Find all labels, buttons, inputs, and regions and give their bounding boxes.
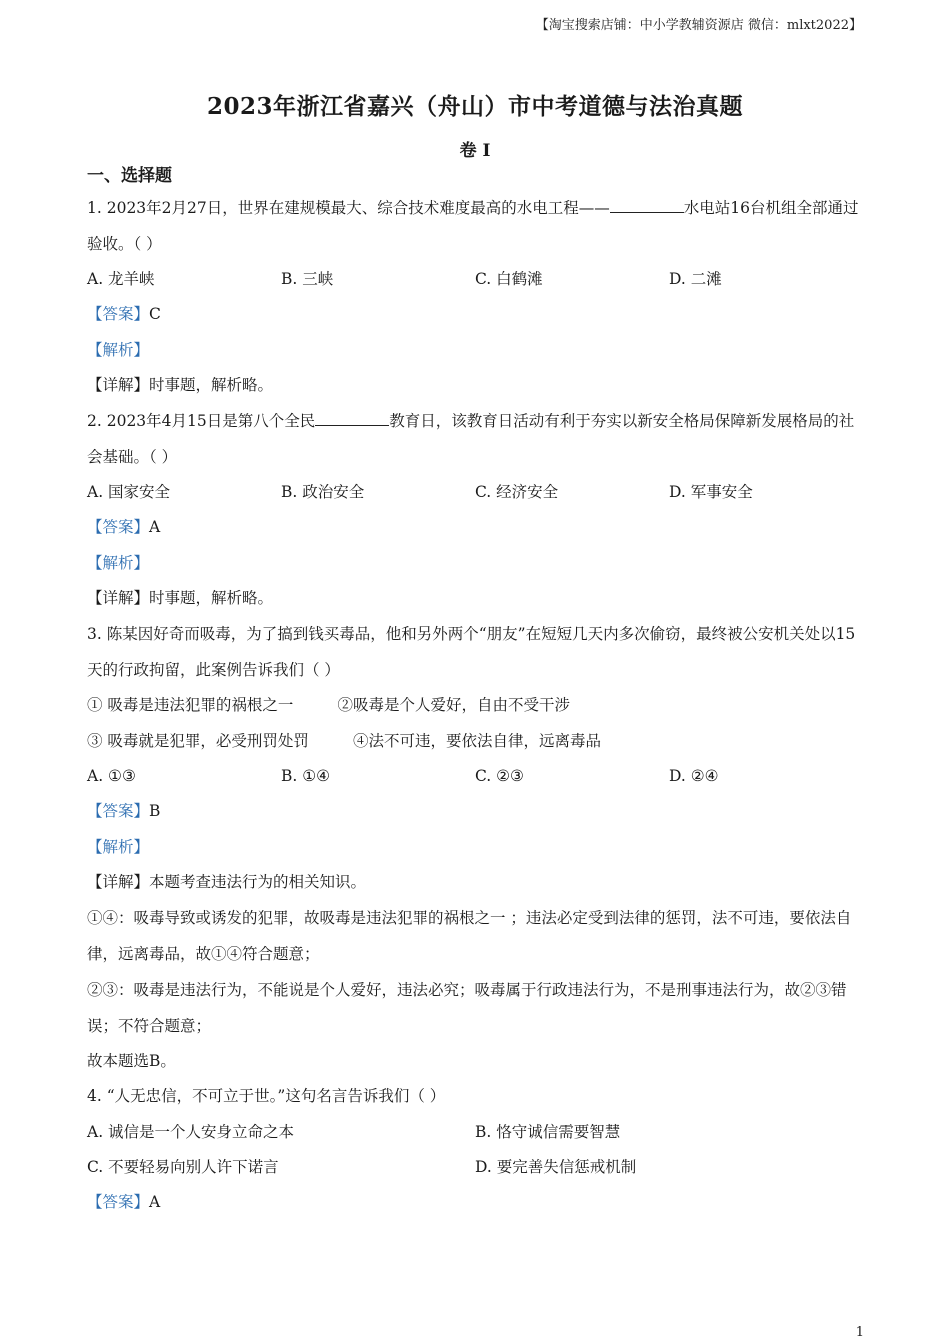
question-4-options-row-2 [87,1150,867,1185]
q1-stem-part-b: 水电站16台机组全部通过验收。（ ） [87,199,859,253]
detail-text: 时事题，解析略。 [149,375,274,394]
statement-2: ②吸毒是个人爱好，自由不受干涉 [337,696,570,715]
detail-text: 本题考查违法行为的相关知识。 [149,872,367,891]
explanation-conclusion: 故本题选B。 [87,1052,176,1071]
question-3-stem: 3. 陈某因好奇而吸毒，为了搞到钱买毒品，他和另外两个“朋友”在短短几天内多次偷窃，最终被公安机关处以15天的行政拘留，此案例告诉我们（ ） [87,625,856,680]
question-4-options-row-1 [87,1115,867,1150]
option-a: A. ①③ [87,766,136,785]
page-title: 2023年浙江省嘉兴（舟山）市中考道德与法治真题 [206,93,743,120]
analysis-tag: 【解析】 [87,837,150,856]
page-number: 1 [855,1325,864,1340]
detail-tag: 【详解】 [87,375,150,394]
question-3-statements-row-1 [87,688,867,723]
explanation-paragraph-1: ①④：吸毒导致或诱发的犯罪，故吸毒是违法犯罪的祸根之一 ；违法必定受到法律的惩罚，法不可违，要依法自律，远离毒品，故①④符合题意； [87,909,852,964]
question-1-stem [87,190,867,262]
detail-text: 时事题，解析略。 [149,589,274,608]
fill-blank [315,411,389,426]
fill-blank [610,198,684,213]
paper-subtitle: 卷 I [459,141,491,161]
option-d: D. 二滩 [669,270,722,288]
option-b: B. ①④ [281,766,331,785]
question-3-options [87,759,867,794]
question-2-analysis [87,546,867,581]
question-4-answer [87,1185,867,1220]
analysis-tag: 【解析】 [87,553,150,572]
option-d: D. ②④ [669,766,719,785]
analysis-tag: 【解析】 [87,340,150,359]
statement-1: ① 吸毒是违法犯罪的祸根之一 [87,696,294,715]
option-c: C. ②③ [475,766,524,785]
question-1-analysis [87,333,867,368]
answer-tag: 【答案】 [87,518,150,537]
question-3-detail [87,865,867,900]
answer-tag: 【答案】 [87,1193,150,1212]
question-2-answer [87,510,867,545]
option-d: D. 要完善失信惩戒机制 [475,1158,637,1177]
q1-stem-part-a: 1. 2023年2月27日，世界在建规模最大、综合技术难度最高的水电工程—— [87,199,610,217]
exam-content [87,162,867,1221]
section-title: 一、选择题 [87,166,172,186]
option-b: B. 恪守诚信需要智慧 [475,1122,621,1141]
option-a: A. 国家安全 [87,483,171,502]
answer-tag: 【答案】 [87,802,150,821]
option-a: A. 诚信是一个人安身立命之本 [87,1122,295,1141]
question-1-answer [87,297,867,332]
option-c: C. 白鹤滩 [475,270,543,288]
question-2-stem [87,403,867,475]
detail-tag: 【详解】 [87,589,150,608]
answer-value: A [149,1193,161,1212]
question-1-options [87,262,867,297]
question-1-detail [87,368,867,403]
question-3-statements-row-2 [87,724,867,759]
statement-3: ③ 吸毒就是犯罪，必受刑罚处罚 [87,731,309,750]
option-b: B. 政治安全 [281,483,365,502]
answer-tag: 【答案】 [87,305,150,324]
detail-tag: 【详解】 [87,872,150,891]
answer-value: C [149,305,161,324]
header-note: 【淘宝搜索店铺：中小学教辅资源店 微信：mlxt2022】 [535,18,862,33]
question-3-answer [87,794,867,829]
question-2-options [87,475,867,510]
option-d: D. 军事安全 [669,483,753,502]
q2-stem-part-a: 2. 2023年4月15日是第八个全民 [87,412,316,431]
question-2-detail [87,581,867,616]
option-c: C. 经济安全 [475,483,559,502]
statement-4: ④法不可违，要依法自律，远离毒品 [352,731,601,750]
answer-value: B [149,802,161,821]
question-4-stem: 4. “人无忠信，不可立于世。”这句名言告诉我们（ ） [87,1087,446,1106]
answer-value: A [149,518,161,537]
question-3-analysis [87,830,867,865]
q2-stem-part-b: 教育日，该教育日活动有利于夯实以新安全格局保障新发展格局的社会基础。（ ） [87,412,855,467]
option-a: A. 龙羊峡 [87,270,155,288]
option-c: C. 不要轻易向别人许下诺言 [87,1158,279,1177]
explanation-paragraph-2: ②③：吸毒是违法行为，不能说是个人爱好，违法必究；吸毒属于行政违法行为，不是刑事违法行为，故②③错误；不符合题意； [87,981,847,1036]
option-b: B. 三峡 [281,270,334,288]
